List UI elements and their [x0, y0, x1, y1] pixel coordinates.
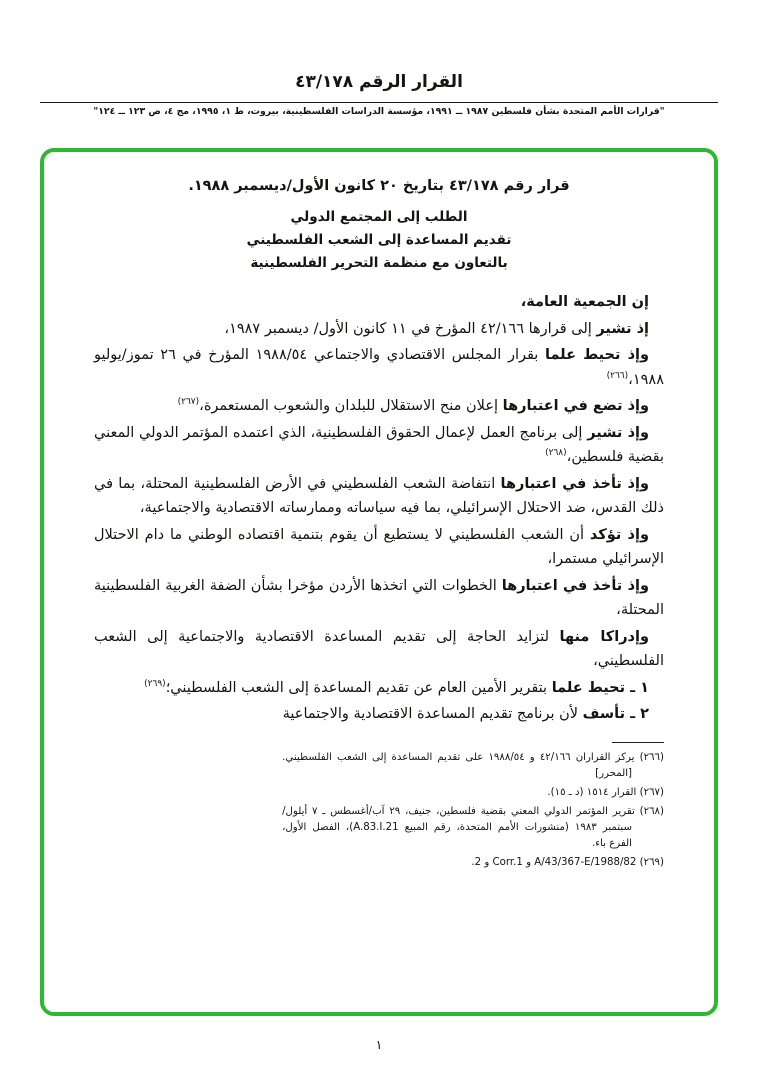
footnote-ref: (٢٦٧) [177, 397, 200, 408]
footnote-text: يركز القراران ٤٢/١٦٦ و ١٩٨٨/٥٤ على تقديم المساعدة إلى الشعب الفلسطيني. [المحرر] [282, 751, 635, 779]
paragraph-lead: إذ تشير [596, 320, 649, 337]
paragraph-number: ١ ـ [625, 679, 649, 696]
source-citation: "قرارات الأمم المتحدة بشأن فلسطين ١٩٨٧ ــ ١٩٩١، مؤسسة الدراسات الفلسطينية، بيروت، ط ١، ١٩٩٥، مج ٤، ص ١٢٣ ــ ١٢٤" [93, 106, 665, 117]
paragraph-text: أن الشعب الفلسطيني لا يستطيع أن يقوم بتنمية اقتصاده الوطني ما دام الاحتلال الإسرائيلي مستمرا، [94, 526, 664, 567]
resolution-frame [40, 148, 718, 1016]
paragraph-lead: تحيط علما [551, 679, 626, 696]
paragraph-preamble [94, 574, 664, 623]
resolution-body [94, 290, 664, 727]
footnote-ref: (٢٦٦) [606, 370, 629, 381]
header-divider [40, 102, 718, 103]
paragraph-operative [94, 702, 664, 727]
paragraph-preamble [94, 394, 664, 419]
paragraph-text: إلى برنامج العمل لإعمال الحقوق الفلسطينية، الذي اعتمده المؤتمر الدولي المعني بقضية فلسطين، [94, 424, 664, 465]
paragraph-text: إلى قرارها ٤٢/١٦٦ المؤرخ في ١١ كانون الأول/ ديسمبر ١٩٨٧، [224, 320, 597, 337]
paragraph-preamble [94, 523, 664, 572]
paragraph-operative [94, 676, 664, 701]
paragraph-text: لتزايد الحاجة إلى تقديم المساعدة الاقتصادية والاجتماعية إلى الشعب الفلسطيني، [94, 628, 664, 669]
page-title: القرار الرقم ٤٣/١٧٨ [295, 72, 463, 92]
paragraph-lead: وإذ تشير [587, 424, 649, 441]
paragraph-lead: وإذ تأخذ في اعتبارها [501, 577, 650, 594]
footnote [282, 750, 664, 782]
paragraph-preamble [94, 317, 664, 342]
paragraph-lead: وإدراكا منها [559, 628, 649, 645]
footnote-ref: (٢٦٩) [144, 678, 166, 689]
paragraph-preamble [94, 290, 664, 315]
paragraph-lead: تأسف [582, 706, 626, 722]
footnote-marker: (٢٦٩) [639, 856, 664, 868]
paragraph-text: إعلان منح الاستقلال للبلدان والشعوب المستعمرة، [199, 398, 503, 414]
paragraph-preamble [94, 421, 664, 470]
footnote [282, 804, 664, 852]
resolution-heading: قرار رقم ٤٣/١٧٨ بتاريخ ٢٠ كانون الأول/ديسمبر ١٩٨٨. [188, 178, 570, 194]
paragraph-text: انتفاضة الشعب الفلسطيني في الأرض الفلسطينية المحتلة، بما في ذلك القدس، ضد الاحتلال الإسرائيلي، بما فيه سياساته وممارساته الاقتصادية والاجتماعية، [94, 475, 664, 516]
footnote-text: تقرير المؤتمر الدولي المعني بقضية فلسطين، جنيف، ٢٩ آب/أغسطس ـ ٧ أيلول/سبتمبر ١٩٨٣ (منشورات الأمم المتحدة، رقم المبيع A.83.I.21)، الفصل الأول، الفرع باء. [282, 805, 635, 849]
footnote-text: A/43/367-E/1988/82 و Corr.1 و 2. [471, 856, 637, 868]
paragraph-lead: إن الجمعية العامة، [520, 294, 649, 310]
paragraph-lead: وإذ تؤكد [589, 526, 649, 543]
paragraph-text: بتقرير الأمين العام عن تقديم المساعدة إلى الشعب الفلسطيني؛ [165, 679, 552, 696]
paragraph-text: لأن برنامج تقديم المساعدة الاقتصادية والاجتماعية [282, 706, 583, 722]
footnote-marker: (٢٦٦) [639, 751, 664, 763]
footnote-text: القرار ١٥١٤ (د ـ ١٥). [547, 786, 637, 798]
subtitle-line: تقديم المساعدة إلى الشعب الفلسطيني [246, 232, 512, 248]
paragraph-number: ٢ ـ [625, 706, 649, 722]
page-number: ١ [375, 1037, 383, 1052]
paragraph-lead: وإذ تأخذ في اعتبارها [500, 475, 649, 492]
paragraph-preamble [94, 343, 664, 392]
footnotes-section [282, 742, 664, 871]
subtitle-line: بالتعاون مع منظمة التحرير الفلسطينية [250, 255, 508, 271]
footnote [282, 785, 664, 801]
resolution-subtitle [94, 206, 664, 275]
paragraph-lead: وإذ تضع في اعتبارها [502, 398, 649, 414]
subtitle-line: الطلب إلى المجتمع الدولي [290, 209, 468, 225]
footnote-separator [612, 742, 664, 743]
footnote-marker: (٢٦٨) [639, 805, 664, 817]
paragraph-preamble [94, 472, 664, 521]
footnote-ref: (٢٦٨) [545, 448, 567, 459]
paragraph-preamble [94, 625, 664, 674]
footnote-marker: (٢٦٧) [639, 786, 664, 798]
paragraph-lead: وإذ تحيط علما [545, 347, 649, 363]
footnote [282, 855, 664, 871]
paragraph-text: بقرار المجلس الاقتصادي والاجتماعي ١٩٨٨/٥٤ المؤرخ في ٢٦ تموز/يوليو ١٩٨٨، [94, 347, 664, 388]
paragraph-text: الخطوات التي اتخذها الأردن مؤخرا بشأن الضفة الغربية الفلسطينية المحتلة، [94, 577, 664, 618]
